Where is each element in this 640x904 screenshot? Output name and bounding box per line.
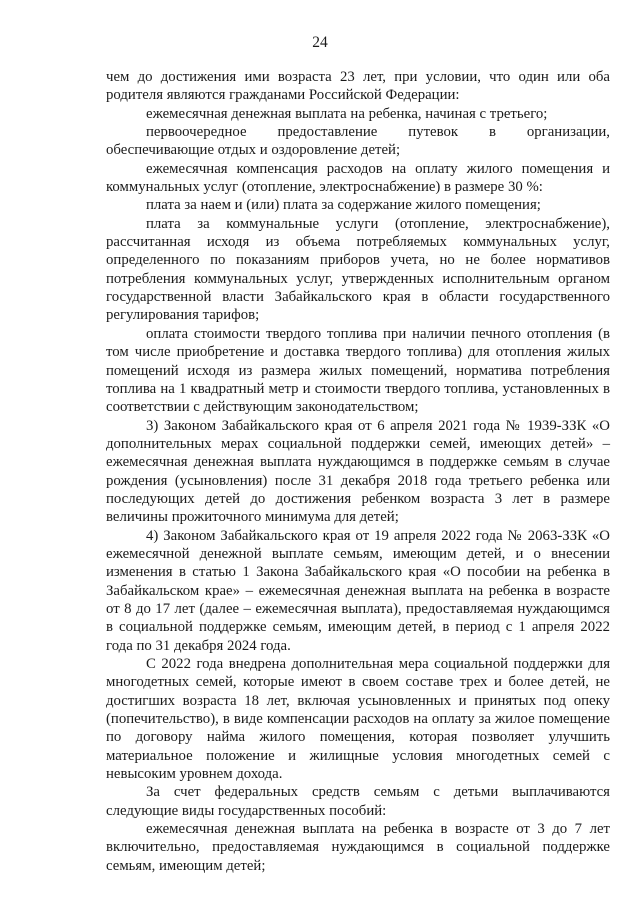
paragraph: первоочередное предоставление путевок в организации, обеспечивающие отдых и оздоровление детей; bbox=[106, 124, 610, 159]
paragraph: ежемесячная денежная выплата на ребенка в возрасте от 3 до 7 лет включительно, предоставляемая нуждающимся в социальной поддержке семьям, имеющим детей; bbox=[106, 821, 610, 874]
paragraph: За счет федеральных средств семьям с детьми выплачиваются следующие виды государственных пособий: bbox=[106, 784, 610, 819]
paragraph: ежемесячная компенсация расходов на оплату жилого помещения и коммунальных услуг (отопление, электроснабжение) в размере 30 %: bbox=[106, 160, 610, 196]
paragraph: оплата стоимости твердого топлива при наличии печного отопления (в том числе приобретение и доставка твердого топлива) для отопления жилых помещений исходя из размера жилых помещений, норматива потребления топлива на 1 квадратный метр и стоимости твердого топлива, установленных в соответствии с действующим законодательством; bbox=[106, 325, 610, 416]
paragraph: плата за наем и (или) плата за содержание жилого помещения; bbox=[146, 197, 541, 214]
paragraph: ежемесячная денежная выплата на ребенка, начиная с третьего; bbox=[146, 105, 548, 122]
paragraph: С 2022 года внедрена дополнительная мера социальной поддержки для многодетных семей, которые имеют в своем составе трех и более детей, не достигших возраста 18 лет, включая усыновленных и принятых под опеку (попечительство), в виде компенсации расходов на оплату за жилое помещение по договору найма жилого помещения, которая позволяет улучшить материальное положение и жилищные условия многодетных семей с невысоким уровнем дохода. bbox=[106, 656, 610, 783]
paragraph: 4) Законом Забайкальского края от 19 апреля 2022 года № 2063-ЗЗК «О ежемесячной денежной выплате семьям, имеющим детей, и о внесении изменения в статью 1 Закона Забайкальского края «О пособии на ребенка в Забайкальском крае» – ежемесячная денежная выплата на ребенка в возрасте от 8 до 17 лет (далее – ежемесячная выплата), предоставляемая нуждающимся в социальной поддержке семьям, имеющим детей, в период с 1 апреля 2022 года по 31 декабря 2024 года. bbox=[106, 527, 610, 654]
paragraph: чем до достижения ими возраста 23 лет, при условии, что один или оба родителя являются гражданами Российской Федерации: bbox=[106, 69, 610, 104]
document-body bbox=[106, 68, 610, 875]
page-number: 24 bbox=[312, 34, 328, 51]
paragraph: плата за коммунальные услуги (отопление, электроснабжение), рассчитанная исходя из объема потребляемых коммунальных услуг, определенного по показаниям приборов учета, но не более нормативов потребления коммунальных услуг, утвержденных исполнительным органом государственной власти Забайкальского края в области государственного регулирования тарифов; bbox=[106, 215, 610, 324]
paragraph: 3) Законом Забайкальского края от 6 апреля 2021 года № 1939-ЗЗК «О дополнительных мерах социальной поддержки семей, имеющих детей» – ежемесячная денежная выплата нуждающимся в поддержке семьям в случае рождения (усыновления) после 31 декабря 2018 года третьего ребенка или последующих детей до достижения ребенком возраста 3 лет в размере величины прожиточного минимума для детей; bbox=[106, 417, 610, 526]
